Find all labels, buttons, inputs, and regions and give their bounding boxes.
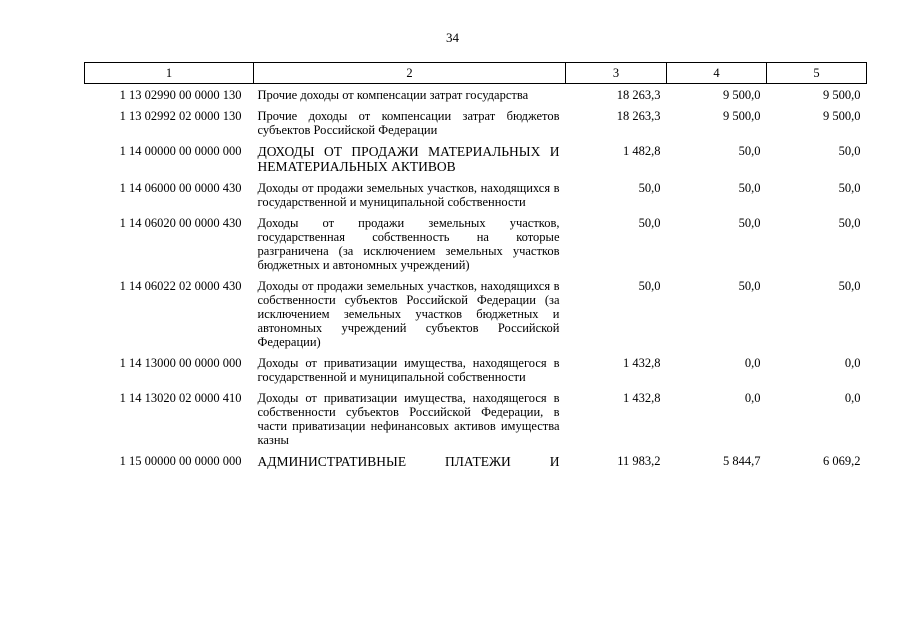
value-col-4: 50,0	[738, 279, 761, 293]
budget-code: 1 14 00000 00 0000 000	[119, 144, 242, 158]
value-col-4: 0,0	[744, 356, 761, 370]
revenue-name: Доходы от приватизации имущества, находящегося в государственной и муниципальной собственности	[257, 356, 560, 384]
revenue-name: Доходы от продажи земельных участков, государственная собственность на которые разграничена (за исключением земельных участков бюджетных и автономных учреждений)	[257, 216, 560, 272]
column-header-5: 5	[767, 63, 867, 84]
value-col-5: 9 500,0	[823, 88, 861, 102]
value-col-4: 9 500,0	[723, 109, 761, 123]
table-row	[85, 275, 867, 352]
table-header	[85, 63, 867, 84]
value-col-3: 18 263,3	[616, 88, 661, 102]
value-col-4: 50,0	[738, 216, 761, 230]
value-col-3: 1 432,8	[623, 356, 661, 370]
value-col-5: 0,0	[844, 391, 861, 405]
column-number-row	[85, 63, 867, 84]
budget-code: 1 14 06020 00 0000 430	[119, 216, 242, 230]
value-col-5: 50,0	[838, 181, 861, 195]
value-col-4: 5 844,7	[723, 454, 761, 468]
table-row	[85, 212, 867, 275]
table-row	[85, 387, 867, 450]
value-col-3: 1 482,8	[623, 144, 661, 158]
budget-code: 1 15 00000 00 0000 000	[119, 454, 242, 468]
budget-code: 1 14 06000 00 0000 430	[119, 181, 242, 195]
revenue-name: Прочие доходы от компенсации затрат бюджетов субъектов Российской Федерации	[257, 109, 560, 137]
value-col-4: 9 500,0	[723, 88, 761, 102]
value-col-5: 50,0	[838, 279, 861, 293]
budget-code: 1 14 06022 02 0000 430	[119, 279, 242, 293]
column-header-1: 1	[85, 63, 254, 84]
value-col-3: 50,0	[638, 216, 661, 230]
revenue-name: Доходы от продажи земельных участков, находящихся в государственной и муниципальной собственности	[257, 181, 560, 209]
column-header-2: 2	[254, 63, 566, 84]
value-col-4: 50,0	[738, 144, 761, 158]
value-col-5: 50,0	[838, 144, 861, 158]
value-col-5: 50,0	[838, 216, 861, 230]
revenue-name: Доходы от приватизации имущества, находящегося в собственности субъектов Российской Федерации, в части приватизации нефинансовых активов имущества казны	[257, 391, 560, 447]
value-col-3: 50,0	[638, 279, 661, 293]
value-col-3: 1 432,8	[623, 391, 661, 405]
column-header-3: 3	[566, 63, 667, 84]
value-col-3: 50,0	[638, 181, 661, 195]
budget-revenue-table	[84, 62, 867, 472]
table-row	[85, 177, 867, 212]
value-col-5: 6 069,2	[823, 454, 861, 468]
table-row	[85, 140, 867, 177]
table-row	[85, 84, 867, 106]
budget-code: 1 13 02992 02 0000 130	[119, 109, 242, 123]
value-col-5: 9 500,0	[823, 109, 861, 123]
table-body	[85, 84, 867, 473]
table-row	[85, 105, 867, 140]
budget-code: 1 14 13000 00 0000 000	[119, 356, 242, 370]
page-number: 34	[446, 30, 459, 45]
column-header-4: 4	[667, 63, 767, 84]
value-col-3: 11 983,2	[617, 454, 661, 468]
budget-code: 1 13 02990 00 0000 130	[119, 88, 242, 102]
value-col-4: 0,0	[744, 391, 761, 405]
table-row	[85, 450, 867, 472]
revenue-name: Прочие доходы от компенсации затрат государства	[257, 88, 529, 102]
revenue-name: Доходы от продажи земельных участков, находящихся в собственности субъектов Российской Федерации (за исключением земельных участков бюджетных и автономных учреждений субъектов Российской Федерации)	[257, 279, 560, 349]
revenue-name: ДОХОДЫ ОТ ПРОДАЖИ МАТЕРИАЛЬНЫХ И НЕМАТЕРИАЛЬНЫХ АКТИВОВ	[257, 144, 560, 174]
table-row	[85, 352, 867, 387]
revenue-name: АДМИНИСТРАТИВНЫЕ ПЛАТЕЖИ И	[257, 454, 560, 469]
value-col-4: 50,0	[738, 181, 761, 195]
value-col-3: 18 263,3	[616, 109, 661, 123]
budget-code: 1 14 13020 02 0000 410	[119, 391, 242, 405]
value-col-5: 0,0	[844, 356, 861, 370]
